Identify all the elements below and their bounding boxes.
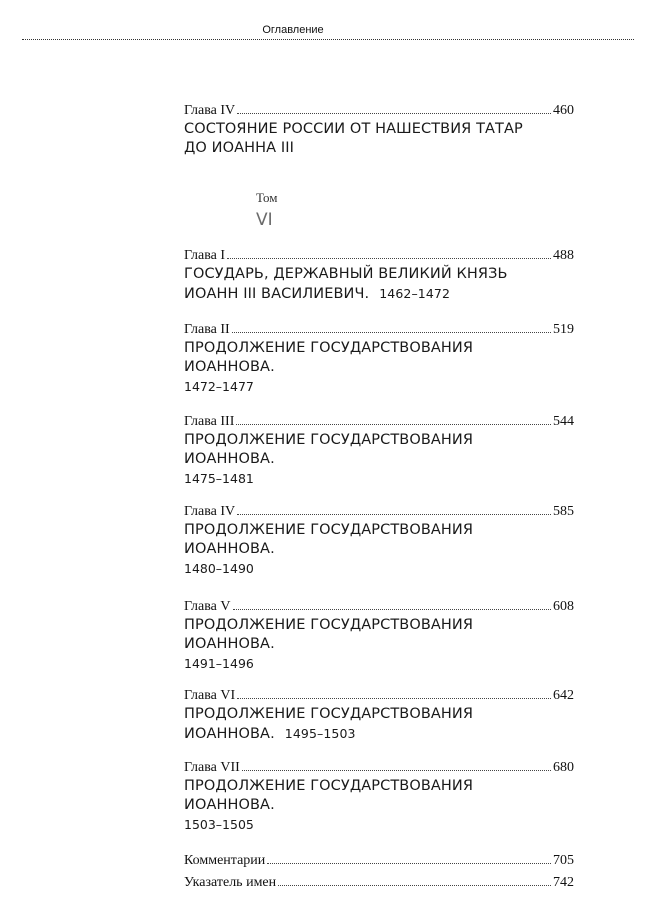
toc-entry-label: Глава VII <box>184 760 240 775</box>
toc-chapter-title-text: ИОАННОВА. <box>184 359 275 375</box>
toc-chapter-years: 1503–1505 <box>184 817 254 832</box>
toc-entry-label: Глава V <box>184 599 231 614</box>
toc-dot-leader <box>242 769 551 771</box>
toc-chapter-title-text: ИОАННОВА. <box>184 541 275 557</box>
toc-entry-glava-vii[interactable] <box>184 758 574 834</box>
toc-leader-line <box>184 758 574 777</box>
toc-entry-ukazatel-imen[interactable] <box>184 873 574 892</box>
toc-page-number: 585 <box>553 504 574 519</box>
toc-leader-line <box>184 320 574 339</box>
toc-chapter-title-line <box>184 139 574 158</box>
toc-chapter-title-text: ГОСУДАРЬ, ДЕРЖАВНЫЙ ВЕЛИКИЙ КНЯЗЬ <box>184 266 508 282</box>
toc-leader-line <box>184 851 574 870</box>
toc-dot-leader <box>227 257 551 259</box>
toc-dot-leader <box>267 862 551 864</box>
toc-chapter-title-line <box>184 521 574 540</box>
toc-chapter-years: 1480–1490 <box>184 561 254 576</box>
toc-entry-label: Указатель имен <box>184 875 277 890</box>
toc-chapter-title-line <box>184 777 574 796</box>
toc-page-number: 705 <box>553 853 574 868</box>
toc-entry-glava-ii[interactable] <box>184 320 574 396</box>
toc-entry-label: Глава II <box>184 322 230 337</box>
toc-page-number: 460 <box>553 103 574 118</box>
toc-entry-label: Глава I <box>184 248 226 263</box>
toc-dot-leader <box>233 608 552 610</box>
volume-label: Том <box>256 190 278 205</box>
toc-entry-label: Глава IV <box>184 103 236 118</box>
toc-entry-glava-iv-vol5[interactable] <box>184 101 574 158</box>
toc-chapter-title-line <box>184 358 574 377</box>
toc-chapter-years: 1472–1477 <box>184 379 254 394</box>
toc-chapter-title-line <box>184 796 574 815</box>
toc-leader-line <box>184 686 574 705</box>
toc-dot-leader <box>237 697 551 699</box>
toc-leader-line <box>184 246 574 265</box>
toc-entry-glava-iv[interactable] <box>184 502 574 578</box>
toc-chapter-title-text: ИОАННОВА. <box>184 797 275 813</box>
toc-chapter-title-line <box>184 450 574 469</box>
header-dotted-rule <box>22 39 634 40</box>
toc-chapter-title-line <box>184 724 574 744</box>
toc-dot-leader <box>237 112 551 114</box>
toc-entry-glava-iii[interactable] <box>184 412 574 488</box>
toc-page-number: 608 <box>553 599 574 614</box>
toc-chapter-years: 1462–1472 <box>379 286 451 301</box>
toc-chapter-title-line <box>184 120 574 139</box>
toc-chapter-title-text: ПРОДОЛЖЕНИЕ ГОСУДАРСТВОВАНИЯ <box>184 778 474 794</box>
running-head: Оглавление <box>262 24 324 36</box>
toc-dot-leader <box>278 884 551 886</box>
toc-page-number: 642 <box>553 688 574 703</box>
toc-dot-leader <box>232 331 551 333</box>
toc-dot-leader <box>236 423 551 425</box>
toc-leader-line <box>184 502 574 521</box>
toc-chapter-title-text: ИОАННОВА. <box>184 726 275 742</box>
toc-page-number: 488 <box>553 248 574 263</box>
toc-chapter-title-text: ИОАНН III ВАСИЛИЕВИЧ. <box>184 286 370 302</box>
toc-entry-kommentarii[interactable] <box>184 851 574 870</box>
toc-chapter-title-line <box>184 705 574 724</box>
toc-chapter-title-line <box>184 284 574 304</box>
toc-page-number: 519 <box>553 322 574 337</box>
toc-leader-line <box>184 101 574 120</box>
toc-chapter-title-text: СОСТОЯНИЕ РОССИИ ОТ НАШЕСТВИЯ ТАТАР <box>184 121 523 137</box>
toc-chapter-title-text: ПРОДОЛЖЕНИЕ ГОСУДАРСТВОВАНИЯ <box>184 706 474 722</box>
toc-leader-line <box>184 597 574 616</box>
toc-chapter-title-text: ПРОДОЛЖЕНИЕ ГОСУДАРСТВОВАНИЯ <box>184 340 474 356</box>
toc-entry-label: Глава IV <box>184 504 236 519</box>
toc-chapter-title-line <box>184 635 574 654</box>
toc-page-number: 680 <box>553 760 574 775</box>
toc-entry-glava-i[interactable] <box>184 246 574 304</box>
toc-leader-line <box>184 412 574 431</box>
toc-chapter-title-line <box>184 616 574 635</box>
toc-page-number: 544 <box>553 414 574 429</box>
toc-leader-line <box>184 873 574 892</box>
toc-chapter-title-text: ДО ИОАННА III <box>184 140 294 156</box>
toc-chapter-title-text: ПРОДОЛЖЕНИЕ ГОСУДАРСТВОВАНИЯ <box>184 432 474 448</box>
toc-entry-label: Глава III <box>184 414 235 429</box>
toc-chapter-title-text: ПРОДОЛЖЕНИЕ ГОСУДАРСТВОВАНИЯ <box>184 617 474 633</box>
toc-chapter-title-line <box>184 265 574 284</box>
toc-chapter-title-text: ИОАННОВА. <box>184 451 275 467</box>
toc-dot-leader <box>237 513 551 515</box>
volume-number: VI <box>256 210 273 230</box>
toc-chapter-years: 1491–1496 <box>184 656 254 671</box>
toc-entry-label: Глава VI <box>184 688 236 703</box>
toc-entry-glava-vi[interactable] <box>184 686 574 744</box>
toc-page-number: 742 <box>553 875 574 890</box>
toc-entry-label: Комментарии <box>184 853 266 868</box>
toc-chapter-title-line <box>184 540 574 559</box>
toc-chapter-title-line <box>184 431 574 450</box>
toc-chapter-title-text: ИОАННОВА. <box>184 636 275 652</box>
toc-chapter-title-line <box>184 339 574 358</box>
toc-chapter-years: 1495–1503 <box>284 726 356 741</box>
toc-chapter-years: 1475–1481 <box>184 471 254 486</box>
toc-entry-glava-v[interactable] <box>184 597 574 673</box>
toc-chapter-title-text: ПРОДОЛЖЕНИЕ ГОСУДАРСТВОВАНИЯ <box>184 522 474 538</box>
